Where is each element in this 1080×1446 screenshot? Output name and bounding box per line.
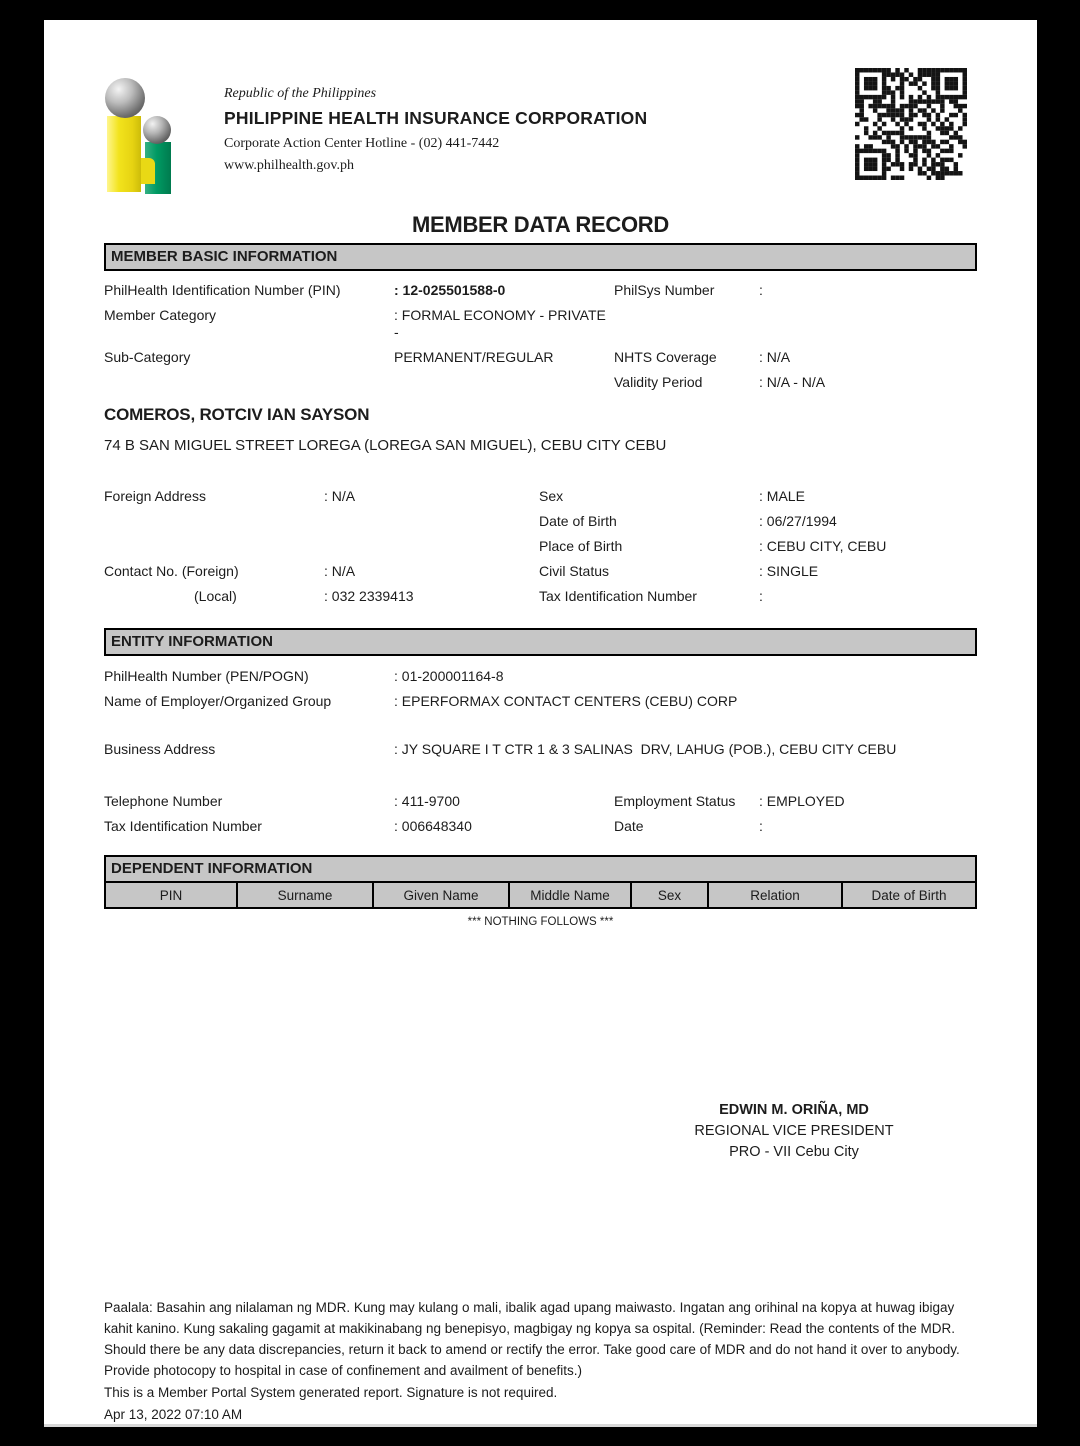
signatory-name: EDWIN M. ORIÑA, MD xyxy=(719,1102,869,1118)
row-employer xyxy=(104,693,977,710)
place-of-birth-label: Place of Birth xyxy=(539,538,623,554)
nhts-coverage-label: NHTS Coverage xyxy=(614,349,717,365)
section-dependent-information: DEPENDENT INFORMATION xyxy=(104,855,977,883)
row-foreign-address-sex xyxy=(104,488,977,505)
business-address-value: : JY SQUARE I T CTR 1 & 3 SALINAS DRV, LAHUG (POB.), CEBU CITY CEBU xyxy=(394,741,897,757)
spacer-cell xyxy=(104,374,394,391)
contact-foreign-value: : N/A xyxy=(324,563,356,579)
date-of-birth-value: : 06/27/1994 xyxy=(759,513,837,529)
pen-value: : 01-200001164-8 xyxy=(394,668,504,684)
date-of-birth-label: Date of Birth xyxy=(539,513,617,529)
col-date-of-birth: Date of Birth xyxy=(842,882,976,908)
entity-date-label: Date xyxy=(614,818,644,834)
spacer-cell xyxy=(104,538,324,555)
generated-timestamp: Apr 13, 2022 07:10 AM xyxy=(104,1407,243,1422)
signatory-title: REGIONAL VICE PRESIDENT xyxy=(694,1123,894,1139)
spacer-cell xyxy=(324,513,539,530)
qr-code xyxy=(855,68,967,180)
philhealth-logo-icon xyxy=(105,78,175,196)
philsys-value: : xyxy=(759,282,763,298)
page-title: MEMBER DATA RECORD xyxy=(412,212,669,237)
col-sex: Sex xyxy=(631,882,708,908)
telephone-label: Telephone Number xyxy=(104,793,223,809)
nothing-follows-note: *** NOTHING FOLLOWS *** xyxy=(467,916,614,928)
contact-local-value: : 032 2339413 xyxy=(324,588,414,604)
section-entity-information: ENTITY INFORMATION xyxy=(104,628,977,656)
pin-label: PhilHealth Identification Number (PIN) xyxy=(104,282,341,298)
business-address-label: Business Address xyxy=(104,741,216,757)
document-footer xyxy=(104,1297,977,1425)
entity-date-value: : xyxy=(759,818,763,834)
entity-tin-label: Tax Identification Number xyxy=(104,818,262,834)
civil-status-value: : SINGLE xyxy=(759,563,819,579)
row-member-category xyxy=(104,307,977,341)
logo-yellow-figure xyxy=(107,116,141,192)
member-category-value-line2: PERMANENT/REGULAR xyxy=(394,349,554,365)
member-address: 74 B SAN MIGUEL STREET LOREGA (LOREGA SAN MIGUEL), CEBU CITY CEBU xyxy=(104,437,667,454)
spacer-cell xyxy=(759,307,977,341)
contact-local-label: (Local) xyxy=(194,588,237,604)
telephone-value: : 411-9700 xyxy=(394,793,460,809)
row-pin-philsys xyxy=(104,282,977,299)
col-relation: Relation xyxy=(708,882,842,908)
col-surname: Surname xyxy=(237,882,373,908)
validity-period-label: Validity Period xyxy=(614,374,703,390)
member-name: COMEROS, ROTCIV IAN SAYSON xyxy=(104,405,370,424)
reminder-paragraph: Paalala: Basahin ang nilalaman ng MDR. Kung may kulang o mali, ibalik agad upang maiwasto. Ingatan ang orihinal na kopya at huwag ibigay kahit kanino. Kung sakaling gagamit at makikinabang ng benepisyo, magbigay ng kopya sa ospital. (Reminder: Read the contents of the MDR. Should there be any data discrepancies, return it back to amend or rectify the error. Take good care of MDR and do not hand it over to anybody. Provide photocopy to hospital in case of confinement and availment of benefits.) xyxy=(104,1300,960,1378)
col-given-name: Given Name xyxy=(373,882,509,908)
employer-value: : EPERFORMAX CONTACT CENTERS (CEBU) CORP xyxy=(394,693,738,709)
logo-small-head xyxy=(143,116,171,144)
foreign-address-value: : N/A xyxy=(324,488,356,504)
entity-tin-value: : 006648340 xyxy=(394,818,472,834)
member-category-label: Member Category xyxy=(104,307,217,323)
dependents-header-row xyxy=(105,882,976,908)
corporation-name: PHILIPPINE HEALTH INSURANCE CORPORATION xyxy=(224,108,648,128)
row-telephone-employment xyxy=(104,793,977,810)
row-date-of-birth xyxy=(104,513,977,530)
contact-foreign-label: Contact No. (Foreign) xyxy=(104,563,239,579)
nhts-coverage-value: : N/A xyxy=(759,349,791,365)
sex-value: : MALE xyxy=(759,488,805,504)
spacer-cell xyxy=(394,374,614,391)
spacer-cell xyxy=(324,538,539,555)
place-of-birth-value: : CEBU CITY, CEBU xyxy=(759,538,887,554)
republic-line: Republic of the Philippines xyxy=(224,86,377,101)
sex-label: Sex xyxy=(539,488,564,504)
row-entity-tin-date xyxy=(104,818,977,835)
document-page xyxy=(44,20,1037,1427)
signatory-block xyxy=(629,1100,959,1163)
employment-status-value: : EMPLOYED xyxy=(759,793,845,809)
hotline-line: Corporate Action Center Hotline - (02) 441-7442 xyxy=(224,136,500,151)
dependents-table xyxy=(104,881,977,909)
subcategory-label: Sub-Category xyxy=(104,349,191,365)
logo-big-head xyxy=(105,78,145,118)
spacer-cell xyxy=(614,307,759,341)
website-line: www.philhealth.gov.ph xyxy=(224,158,354,173)
row-validity-period xyxy=(104,374,977,391)
member-tin-label: Tax Identification Number xyxy=(539,588,697,604)
spacer-cell xyxy=(104,513,324,530)
employment-status-label: Employment Status xyxy=(614,793,736,809)
civil-status-label: Civil Status xyxy=(539,563,610,579)
col-middle-name: Middle Name xyxy=(509,882,631,908)
logo-arm xyxy=(141,158,155,184)
employer-label: Name of Employer/Organized Group xyxy=(104,693,332,709)
pen-label: PhilHealth Number (PEN/POGN) xyxy=(104,668,309,684)
pin-value: : 12-025501588-0 xyxy=(394,282,506,298)
row-subcategory-nhts xyxy=(104,349,977,366)
row-contact-local-tin xyxy=(104,588,977,605)
section-member-basic-information: MEMBER BASIC INFORMATION xyxy=(104,243,977,271)
member-tin-value: : xyxy=(759,588,763,604)
signatory-office: PRO - VII Cebu City xyxy=(729,1144,859,1160)
validity-period-value: : N/A - N/A xyxy=(759,374,826,390)
philsys-label: PhilSys Number xyxy=(614,282,715,298)
member-category-value-line1: : FORMAL ECONOMY - PRIVATE - xyxy=(394,307,606,340)
header-text-block xyxy=(224,86,647,180)
col-pin: PIN xyxy=(105,882,237,908)
row-business-address xyxy=(104,741,977,758)
row-place-of-birth xyxy=(104,538,977,555)
row-pen xyxy=(104,668,977,685)
document-header xyxy=(104,78,977,198)
row-contact-foreign-civil-status xyxy=(104,563,977,580)
generated-note: This is a Member Portal System generated report. Signature is not required. xyxy=(104,1385,558,1400)
foreign-address-label: Foreign Address xyxy=(104,488,206,504)
